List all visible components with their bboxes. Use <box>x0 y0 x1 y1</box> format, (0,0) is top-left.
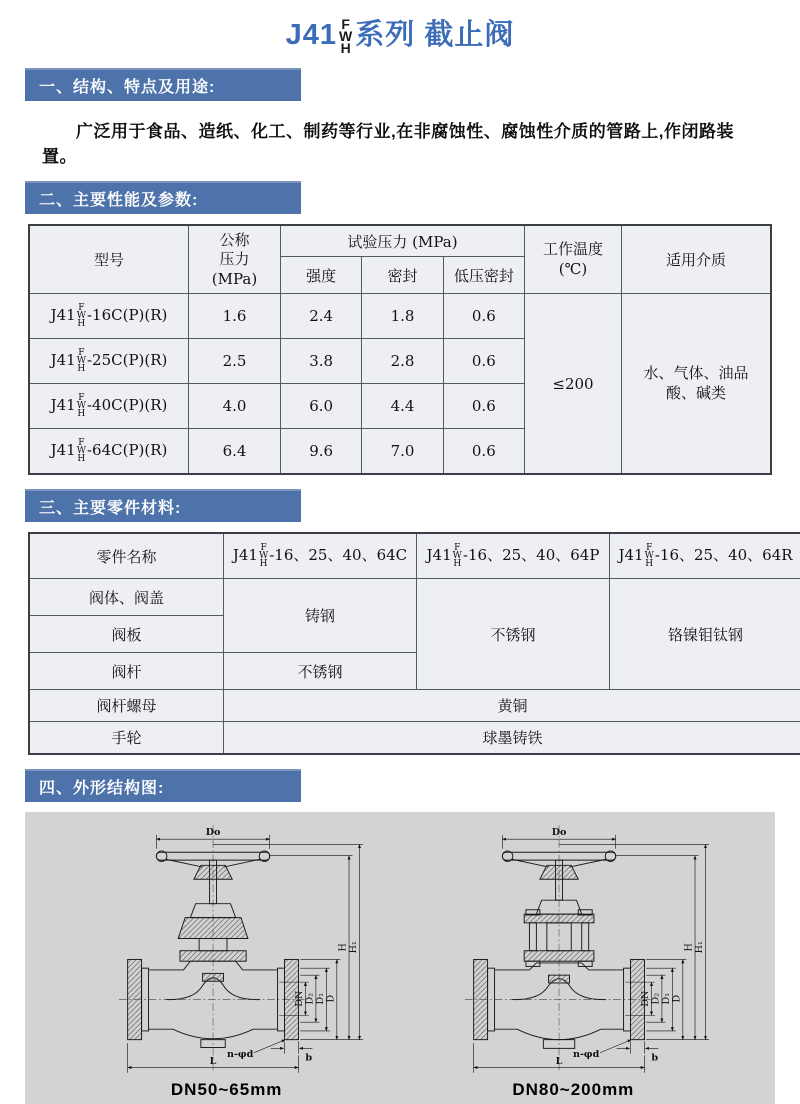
variant-h: H <box>77 455 86 463</box>
pn-value: 4.0 <box>189 384 281 429</box>
part-stem-nut: 阀杆螺母 <box>29 690 224 722</box>
figure-caption-dn50-65: DN50~65mm <box>82 1080 372 1100</box>
col-header-low-seal: 低压密封 <box>443 257 524 294</box>
variant-f: F <box>259 544 268 552</box>
variant-w: W <box>453 552 462 560</box>
page-title <box>0 12 800 54</box>
dim-label-b: b <box>305 1053 312 1064</box>
col-header-media: 适用介质 <box>622 225 772 294</box>
dim-label-b: b <box>652 1053 659 1064</box>
nominal-line1: 公称 <box>192 231 277 251</box>
dim-label-d1: D₁ <box>315 993 326 1005</box>
model-suffix: -16、25、40、64R <box>655 546 793 564</box>
low-seal-value: 0.6 <box>443 384 524 429</box>
strength-value: 3.8 <box>281 339 362 384</box>
temp-line2: (℃) <box>528 260 618 280</box>
seal-value: 1.8 <box>362 294 443 339</box>
col-header-model-r <box>610 533 800 579</box>
dim-label-d: D <box>672 995 683 1003</box>
col-header-test-pressure: 试验压力 (MPa) <box>281 225 525 257</box>
model-cell <box>29 384 189 429</box>
valve-figure-dn80-200 <box>428 820 718 1100</box>
pn-value: 1.6 <box>189 294 281 339</box>
col-header-part-name: 零件名称 <box>29 533 224 579</box>
material-cast-steel: 铸钢 <box>224 579 417 653</box>
dim-label-bolt-holes: n-φd <box>573 1049 600 1060</box>
variant-h: H <box>339 42 353 54</box>
col-header-nominal-pressure <box>189 225 281 294</box>
low-seal-value: 0.6 <box>443 339 524 384</box>
variant-f: F <box>339 18 353 30</box>
media-value <box>622 294 772 475</box>
variant-w: W <box>645 552 654 560</box>
low-seal-value: 0.6 <box>443 429 524 475</box>
usage-paragraph: 广泛用于食品、造纸、化工、制药等行业,在非腐蚀性、腐蚀性介质的管路上,作闭路装置。 <box>42 117 760 167</box>
title-suffix: 系列 截止阀 <box>355 19 514 51</box>
model-cell <box>29 429 189 475</box>
dim-label-d2: D₂ <box>651 993 662 1005</box>
dim-label-dn: DN <box>294 991 305 1007</box>
dim-label-do: Do <box>205 827 220 838</box>
dim-label-d: D <box>325 995 336 1003</box>
variant-h: H <box>77 365 86 373</box>
datasheet-page <box>0 12 800 1030</box>
model-variant-stack <box>259 544 268 568</box>
valve-drawing-dn50-65 <box>82 820 372 1078</box>
part-body-bonnet: 阀体、阀盖 <box>29 579 224 616</box>
model-suffix: -40C(P)(R) <box>87 396 167 414</box>
model-suffix: -16、25、40、64C <box>269 546 407 564</box>
model-suffix: -16、25、40、64P <box>463 546 600 564</box>
table-row <box>29 722 800 755</box>
drawing-panel <box>25 812 775 1104</box>
dim-label-h1: H₁ <box>348 941 359 953</box>
model-prefix: J41 <box>427 546 452 564</box>
variant-h: H <box>77 320 86 328</box>
variant-f: F <box>77 394 86 402</box>
nominal-line2: 压力 <box>192 250 277 270</box>
model-prefix: J41 <box>51 306 76 324</box>
strength-value: 9.6 <box>281 429 362 475</box>
variant-f: F <box>77 349 86 357</box>
section-4-heading: 四、外形结构图: <box>25 769 301 802</box>
material-brass: 黄铜 <box>224 690 800 722</box>
seal-value: 4.4 <box>362 384 443 429</box>
strength-value: 2.4 <box>281 294 362 339</box>
dim-label-d1: D₁ <box>661 993 672 1005</box>
dim-label-h: H <box>337 943 348 951</box>
model-prefix: J41 <box>51 351 76 369</box>
material-crnimoti: 铬镍钼钛钢 <box>610 579 800 690</box>
col-header-model-c <box>224 533 417 579</box>
variant-f: F <box>77 439 86 447</box>
table-row <box>29 294 771 339</box>
variant-f: F <box>453 544 462 552</box>
title-model-prefix: J41 <box>286 19 337 51</box>
model-prefix: J41 <box>51 396 76 414</box>
title-model-variant-stack <box>339 18 353 54</box>
table-row <box>29 579 800 616</box>
model-prefix: J41 <box>51 441 76 459</box>
section-1-heading: 一、结构、特点及用途: <box>25 68 301 101</box>
dim-label-l: L <box>556 1056 563 1067</box>
dim-label-bolt-holes: n-φd <box>227 1049 254 1060</box>
valve-drawing-dn80-200 <box>428 820 718 1078</box>
table-row <box>29 690 800 722</box>
variant-h: H <box>645 560 654 568</box>
model-suffix: -64C(P)(R) <box>87 441 167 459</box>
seal-value: 2.8 <box>362 339 443 384</box>
model-variant-stack <box>77 349 86 373</box>
section-3-heading: 三、主要零件材料: <box>25 489 301 522</box>
figure-caption-dn80-200: DN80~200mm <box>428 1080 718 1100</box>
media-line2: 酸、碱类 <box>625 384 767 404</box>
model-suffix: -16C(P)(R) <box>87 306 167 324</box>
variant-h: H <box>259 560 268 568</box>
model-suffix: -25C(P)(R) <box>87 351 167 369</box>
model-prefix: J41 <box>233 546 258 564</box>
pn-value: 6.4 <box>189 429 281 475</box>
variant-w: W <box>77 357 86 365</box>
model-cell <box>29 339 189 384</box>
part-handwheel: 手轮 <box>29 722 224 755</box>
model-variant-stack <box>77 394 86 418</box>
performance-table <box>28 224 772 475</box>
variant-w: W <box>77 447 86 455</box>
model-variant-stack <box>77 304 86 328</box>
part-stem: 阀杆 <box>29 653 224 690</box>
material-stainless-stem: 不锈钢 <box>224 653 417 690</box>
materials-table <box>28 532 800 755</box>
media-line1: 水、气体、油品 <box>625 364 767 384</box>
col-header-working-temp <box>525 225 622 294</box>
model-variant-stack <box>645 544 654 568</box>
section-2-heading: 二、主要性能及参数: <box>25 181 301 214</box>
valve-figure-dn50-65 <box>82 820 372 1100</box>
variant-w: W <box>77 312 86 320</box>
temp-value: ≤200 <box>525 294 622 475</box>
model-variant-stack <box>453 544 462 568</box>
pn-value: 2.5 <box>189 339 281 384</box>
col-header-model: 型号 <box>29 225 189 294</box>
material-ductile-iron: 球墨铸铁 <box>224 722 800 755</box>
dim-label-h1: H₁ <box>694 941 705 953</box>
seal-value: 7.0 <box>362 429 443 475</box>
variant-h: H <box>453 560 462 568</box>
low-seal-value: 0.6 <box>443 294 524 339</box>
dim-label-h: H <box>684 943 695 951</box>
dim-label-l: L <box>209 1056 216 1067</box>
variant-h: H <box>77 410 86 418</box>
model-prefix: J41 <box>618 546 643 564</box>
nominal-line3: (MPa) <box>192 270 277 290</box>
variant-w: W <box>259 552 268 560</box>
material-stainless-p: 不锈钢 <box>417 579 610 690</box>
model-variant-stack <box>77 439 86 463</box>
dim-label-dn: DN <box>640 991 651 1007</box>
col-header-strength: 强度 <box>281 257 362 294</box>
variant-w: W <box>77 402 86 410</box>
col-header-seal: 密封 <box>362 257 443 294</box>
col-header-model-p <box>417 533 610 579</box>
dim-label-d2: D₂ <box>304 993 315 1005</box>
variant-f: F <box>645 544 654 552</box>
temp-line1: 工作温度 <box>528 240 618 260</box>
dim-label-do: Do <box>552 827 567 838</box>
variant-f: F <box>77 304 86 312</box>
variant-w: W <box>339 30 353 42</box>
strength-value: 6.0 <box>281 384 362 429</box>
model-cell <box>29 294 189 339</box>
part-disc: 阀板 <box>29 616 224 653</box>
